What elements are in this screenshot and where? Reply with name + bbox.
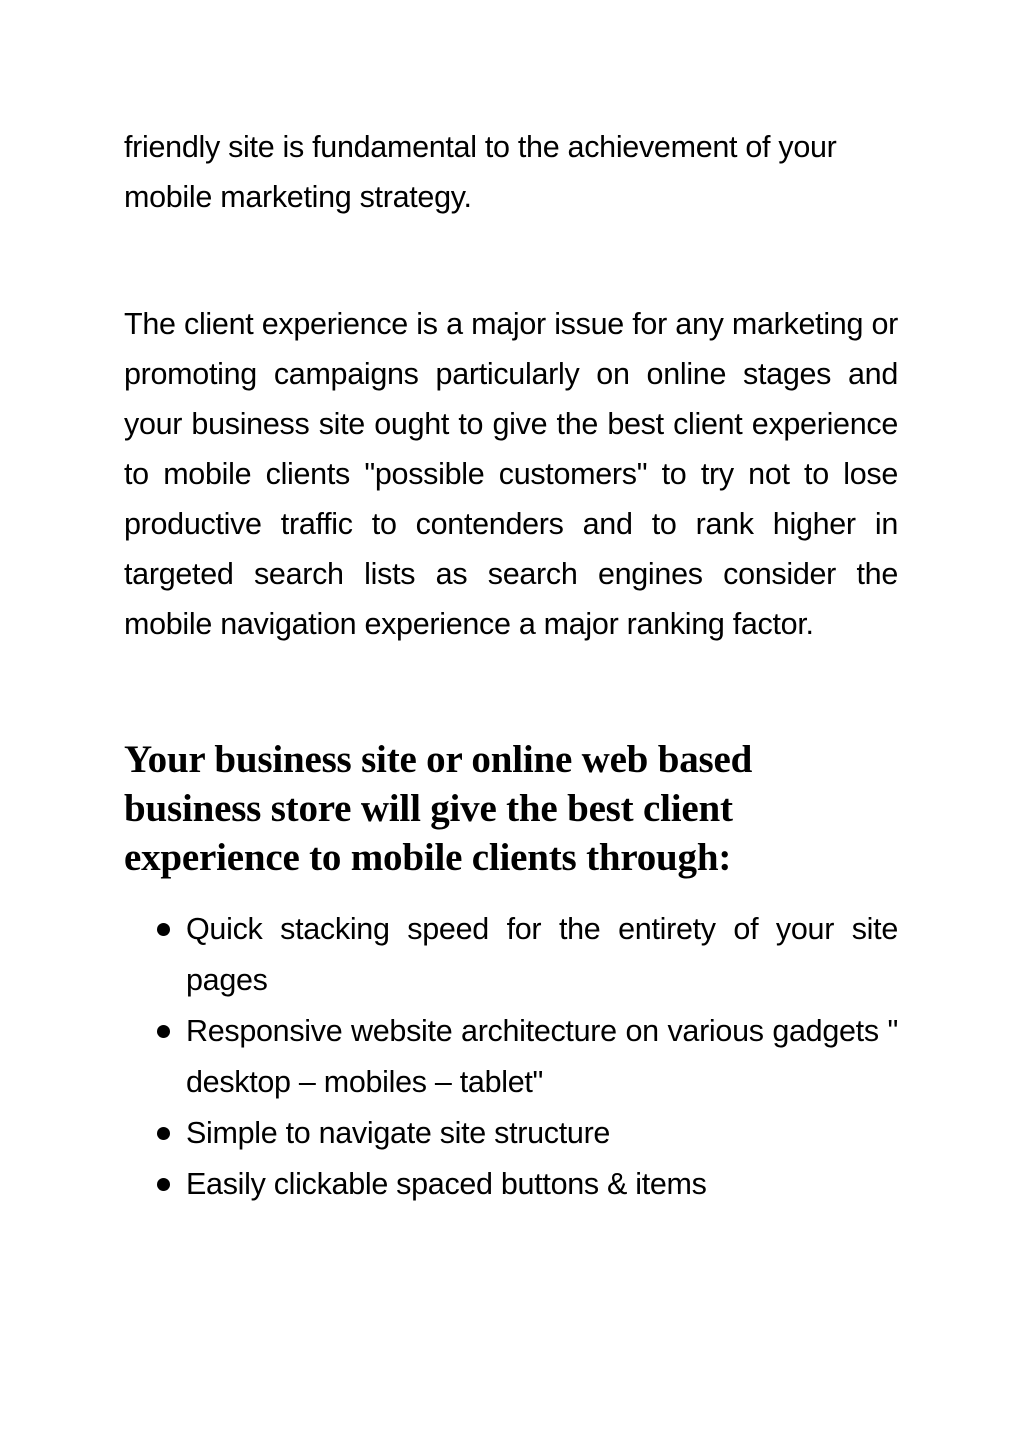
bullet-dot-icon xyxy=(157,923,170,936)
list-item-text: Easily clickable spaced buttons & items xyxy=(186,1167,707,1201)
page-content xyxy=(124,122,898,1210)
list-item-text: Responsive website architecture on various gadgets " desktop – mobiles – tablet" xyxy=(186,1014,898,1099)
list-item xyxy=(124,1159,898,1210)
bullet-dot-icon xyxy=(157,1127,170,1140)
paragraph-intro: friendly site is fundamental to the achievement of your mobile marketing strategy. xyxy=(124,130,837,214)
section-heading: Your business site or online web based business store will give the best client experience to mobile clients through: xyxy=(124,738,753,879)
list-item xyxy=(124,904,898,1006)
bullet-dot-icon xyxy=(157,1178,170,1191)
bullet-dot-icon xyxy=(157,1025,170,1038)
list-item xyxy=(124,1006,898,1108)
list-item-text: Simple to navigate site structure xyxy=(186,1116,611,1150)
bullet-list xyxy=(124,904,898,1210)
list-item-text: Quick stacking speed for the entirety of your site pages xyxy=(186,912,898,997)
paragraph-client-experience: The client experience is a major issue for any marketing or promoting campaigns particularly on online stages and your business site ought to give the best client experience to mobile clients "possible customers" to try not to lose productive traffic to contenders and to rank higher in targeted search lists as search engines consider the mobile navigation experience a major ranking factor. xyxy=(124,307,898,641)
list-item xyxy=(124,1108,898,1159)
